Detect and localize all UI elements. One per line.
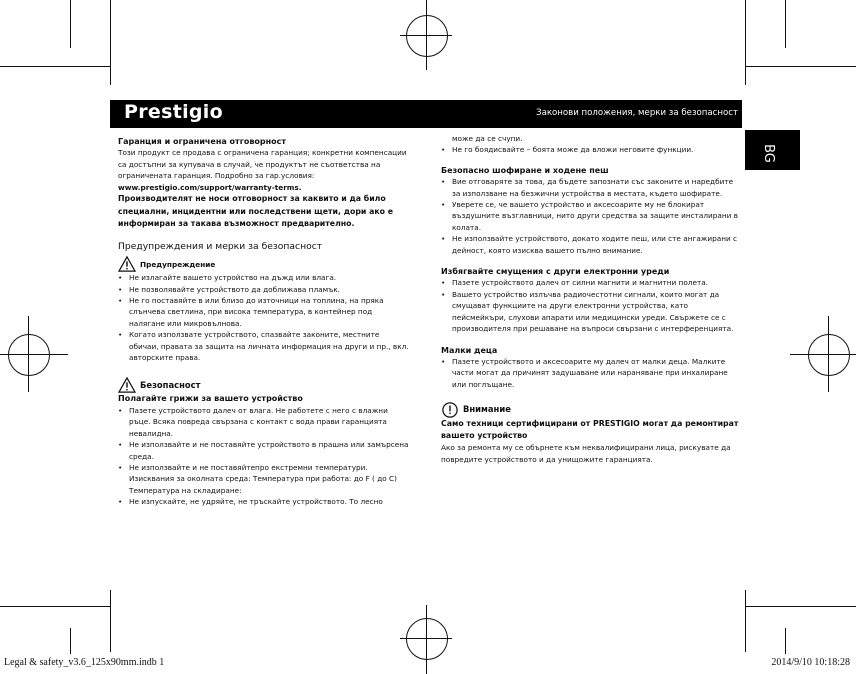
list-item: • Уверете се, че вашето устройство и аксесоарите му не блокират въздушните възглавници, нито други средства за защите инсталирани в колата.	[441, 199, 741, 233]
crop-mark	[110, 590, 111, 652]
registration-mark	[406, 618, 448, 660]
crop-mark	[785, 628, 786, 654]
list-item: • Не позволявайте устройството да доближава пламък.	[118, 284, 410, 295]
list-item: • Не използвайте устройството, докато ходите пеш, или сте ангажирани с дейност, която изисква вашето пълно внимание.	[441, 233, 741, 256]
crop-mark	[0, 606, 110, 607]
warning-list	[118, 272, 410, 363]
warning-label: Предупреждение	[140, 259, 216, 269]
children-title: Малки деца	[441, 345, 498, 355]
care-title: Полагайте грижи за вашето устройство	[118, 394, 303, 404]
driving-title: Безопасно шофиране и ходене пеш	[441, 165, 609, 175]
list-item: • Вашето устройство излъчва радиочестотни сигнали, които могат да смущават функциите на други електронни устройства, като пейсмейкъри, слухови апарати или медицински уреди. Свържете се с производителя при решаване на въпроси свързани с интерференцията.	[441, 289, 741, 335]
crop-mark	[400, 638, 452, 639]
list-item: • Не го боядисвайте – боята може да вложи неговите функции.	[441, 144, 741, 155]
interference-title: Избягвайте смущения с други електронни уреди	[441, 267, 670, 277]
left-column	[118, 136, 410, 508]
header-title: Законови положения, мерки за безопасност	[536, 108, 738, 118]
crop-mark	[745, 590, 746, 652]
continuation-list	[441, 144, 741, 155]
crop-mark	[745, 606, 856, 607]
list-item: • Не използвайте и не поставяйте устройството в прашна или замърсена среда.	[118, 439, 410, 462]
registration-mark	[8, 334, 50, 376]
crop-mark	[0, 66, 110, 67]
list-item: • Пазете устройството далеч от влага. Не работете с него с влажни ръце. Всяка повреда свързана с контакт с вода прави гаранцията невалидна.	[118, 405, 410, 439]
interference-list	[441, 277, 741, 334]
list-item: • Не използвайте и не поставяйтепро екстремни температури. Изисквания за околната среда: Температура при работа: до F ( до C) Температура на складиране:	[118, 462, 410, 496]
safety-label: Безопасност	[140, 379, 201, 390]
exclamation-icon	[441, 402, 459, 418]
list-item: • Не излагайте вашето устройство на дъжд или влага.	[118, 272, 410, 283]
crop-mark	[745, 0, 746, 85]
list-item: • Когато използвате устройството, спазвайте законите, местните обичаи, правата за защита на личната информация на други и пр., вкл. авторските права.	[118, 329, 410, 363]
language-tab-label: BG	[760, 144, 776, 163]
crop-mark	[110, 0, 111, 85]
right-column	[441, 133, 741, 465]
list-item: • Не изпускайте, не удряйте, не тръскайте устройството. То лесно	[118, 496, 410, 507]
list-item: • Не го поставяйте в или близо до източници на топлина, на пряка слънчева светлина, при висока температура, в контейнер под налягане или микровълнова.	[118, 295, 410, 329]
crop-mark	[790, 354, 856, 355]
crop-mark	[785, 0, 786, 48]
warranty-text: Този продукт се продава с ограничена гаранция; конкретни компенсации са достъпни за купувача в случай, че продуктът не съответства на ограничената гаранция. Подробно за гар.условия:	[118, 148, 407, 181]
registration-mark	[406, 15, 448, 57]
list-item: • Вие отговаряте за това, да бъдете запознати със законите и наредбите за използване на безжични устройства в местата, където шофирате.	[441, 176, 741, 199]
warranty-url: www.prestigio.com/support/warranty-terms.	[118, 182, 302, 192]
warnings-title: Предупреждения и мерки за безопасност	[118, 240, 323, 252]
attention-label: Внимание	[463, 404, 511, 415]
crop-mark	[70, 0, 71, 48]
warning-icon	[118, 377, 136, 393]
warning-icon	[118, 256, 136, 272]
footer-timestamp: 2014/9/10 10:18:28	[771, 657, 850, 668]
crop-mark	[70, 628, 71, 654]
crop-mark	[745, 66, 856, 67]
continuation-text: може да се счупи.	[452, 134, 523, 143]
liability-text: Производителят не носи отговорност за каквито и да било специални, инцидентни или последствени щети, дори ако е информиран за такава възможност предварително.	[118, 194, 394, 229]
children-list	[441, 356, 741, 390]
attention-bold: Само техници сертифицирани от PRESTIGIO могат да ремонтират вашето устройство	[441, 419, 739, 441]
driving-list	[441, 176, 741, 256]
list-item: • Пазете устройството далеч от силни магнити и магнитни полета.	[441, 277, 741, 288]
registration-mark	[808, 334, 850, 376]
list-item: • Пазете устройството и аксесоарите му далеч от малки деца. Малките части могат да причинят задушаване или нараняване при инхалиране или поглъщане.	[441, 356, 741, 390]
footer-file-info: Legal & safety_v3.6_125x90mm.indb 1	[4, 657, 165, 668]
brand-logo: Prestigio	[124, 101, 223, 123]
crop-mark	[0, 354, 68, 355]
care-list	[118, 405, 410, 508]
attention-text: Ако за ремонта му се обърнете към неквалифицирани лица, рискувате да повредите устройството и да унищожите гаранцията.	[441, 443, 731, 464]
language-tab	[745, 130, 800, 170]
warranty-title: Гаранция и ограничена отговорност	[118, 137, 287, 146]
crop-mark	[400, 35, 452, 36]
